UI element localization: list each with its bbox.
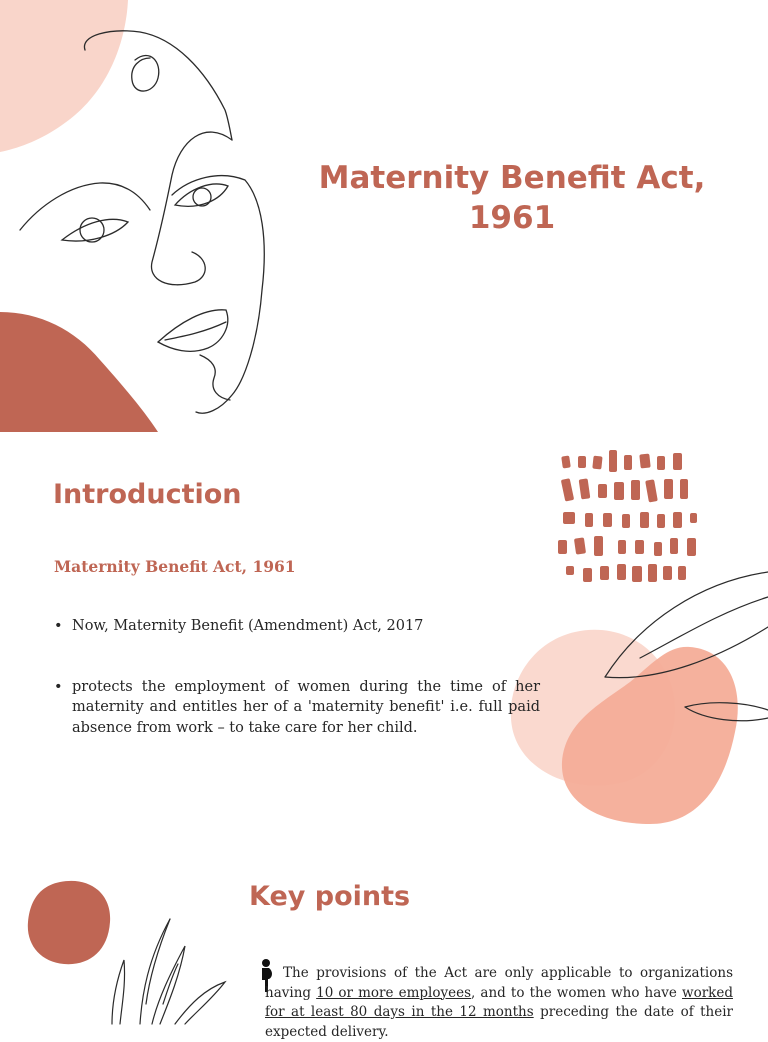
terracotta-round-blob bbox=[28, 881, 110, 964]
title-slide bbox=[0, 0, 768, 432]
plant-line-art bbox=[112, 919, 225, 1024]
list-item bbox=[54, 616, 540, 637]
top-left-peach-blob bbox=[0, 0, 128, 152]
key-point-text: preceding the date of their expected delivery. bbox=[265, 1004, 734, 1040]
introduction-bullet-list bbox=[54, 616, 540, 778]
presentation-title: Maternity Benefit Act, 1961 bbox=[318, 160, 706, 236]
key-points-heading: Key points bbox=[249, 881, 411, 912]
introduction-slide bbox=[0, 432, 768, 864]
bullet-text: Now, Maternity Benefit (Amendment) Act, 2017 bbox=[72, 618, 424, 634]
act-subheading: Maternity Benefit Act, 1961 bbox=[54, 557, 296, 576]
key-point-text: The provisions of the Act are only applicable to organizations having bbox=[265, 965, 733, 1001]
bullet-dot: • bbox=[54, 678, 63, 695]
bullet-text: protects the employment of women during the time of her maternity and entitles her of a 'maternity benefit' i.e. full paid absence from work – to take care for her child. bbox=[72, 678, 540, 736]
brush-dash-pattern bbox=[558, 450, 697, 582]
key-point-underline-days: worked for at least 80 days in the 12 months bbox=[265, 984, 733, 1020]
list-item bbox=[54, 677, 540, 739]
bottom-left-terracotta-blob bbox=[0, 312, 158, 432]
key-point-underline-employees: 10 or more employees bbox=[316, 984, 472, 1001]
key-points-slide bbox=[0, 864, 768, 1040]
bullet-dot: • bbox=[54, 618, 63, 634]
key-point-text: , and to the women who have bbox=[471, 984, 683, 1001]
key-point-paragraph bbox=[265, 964, 733, 1042]
introduction-heading: Introduction bbox=[53, 479, 242, 510]
